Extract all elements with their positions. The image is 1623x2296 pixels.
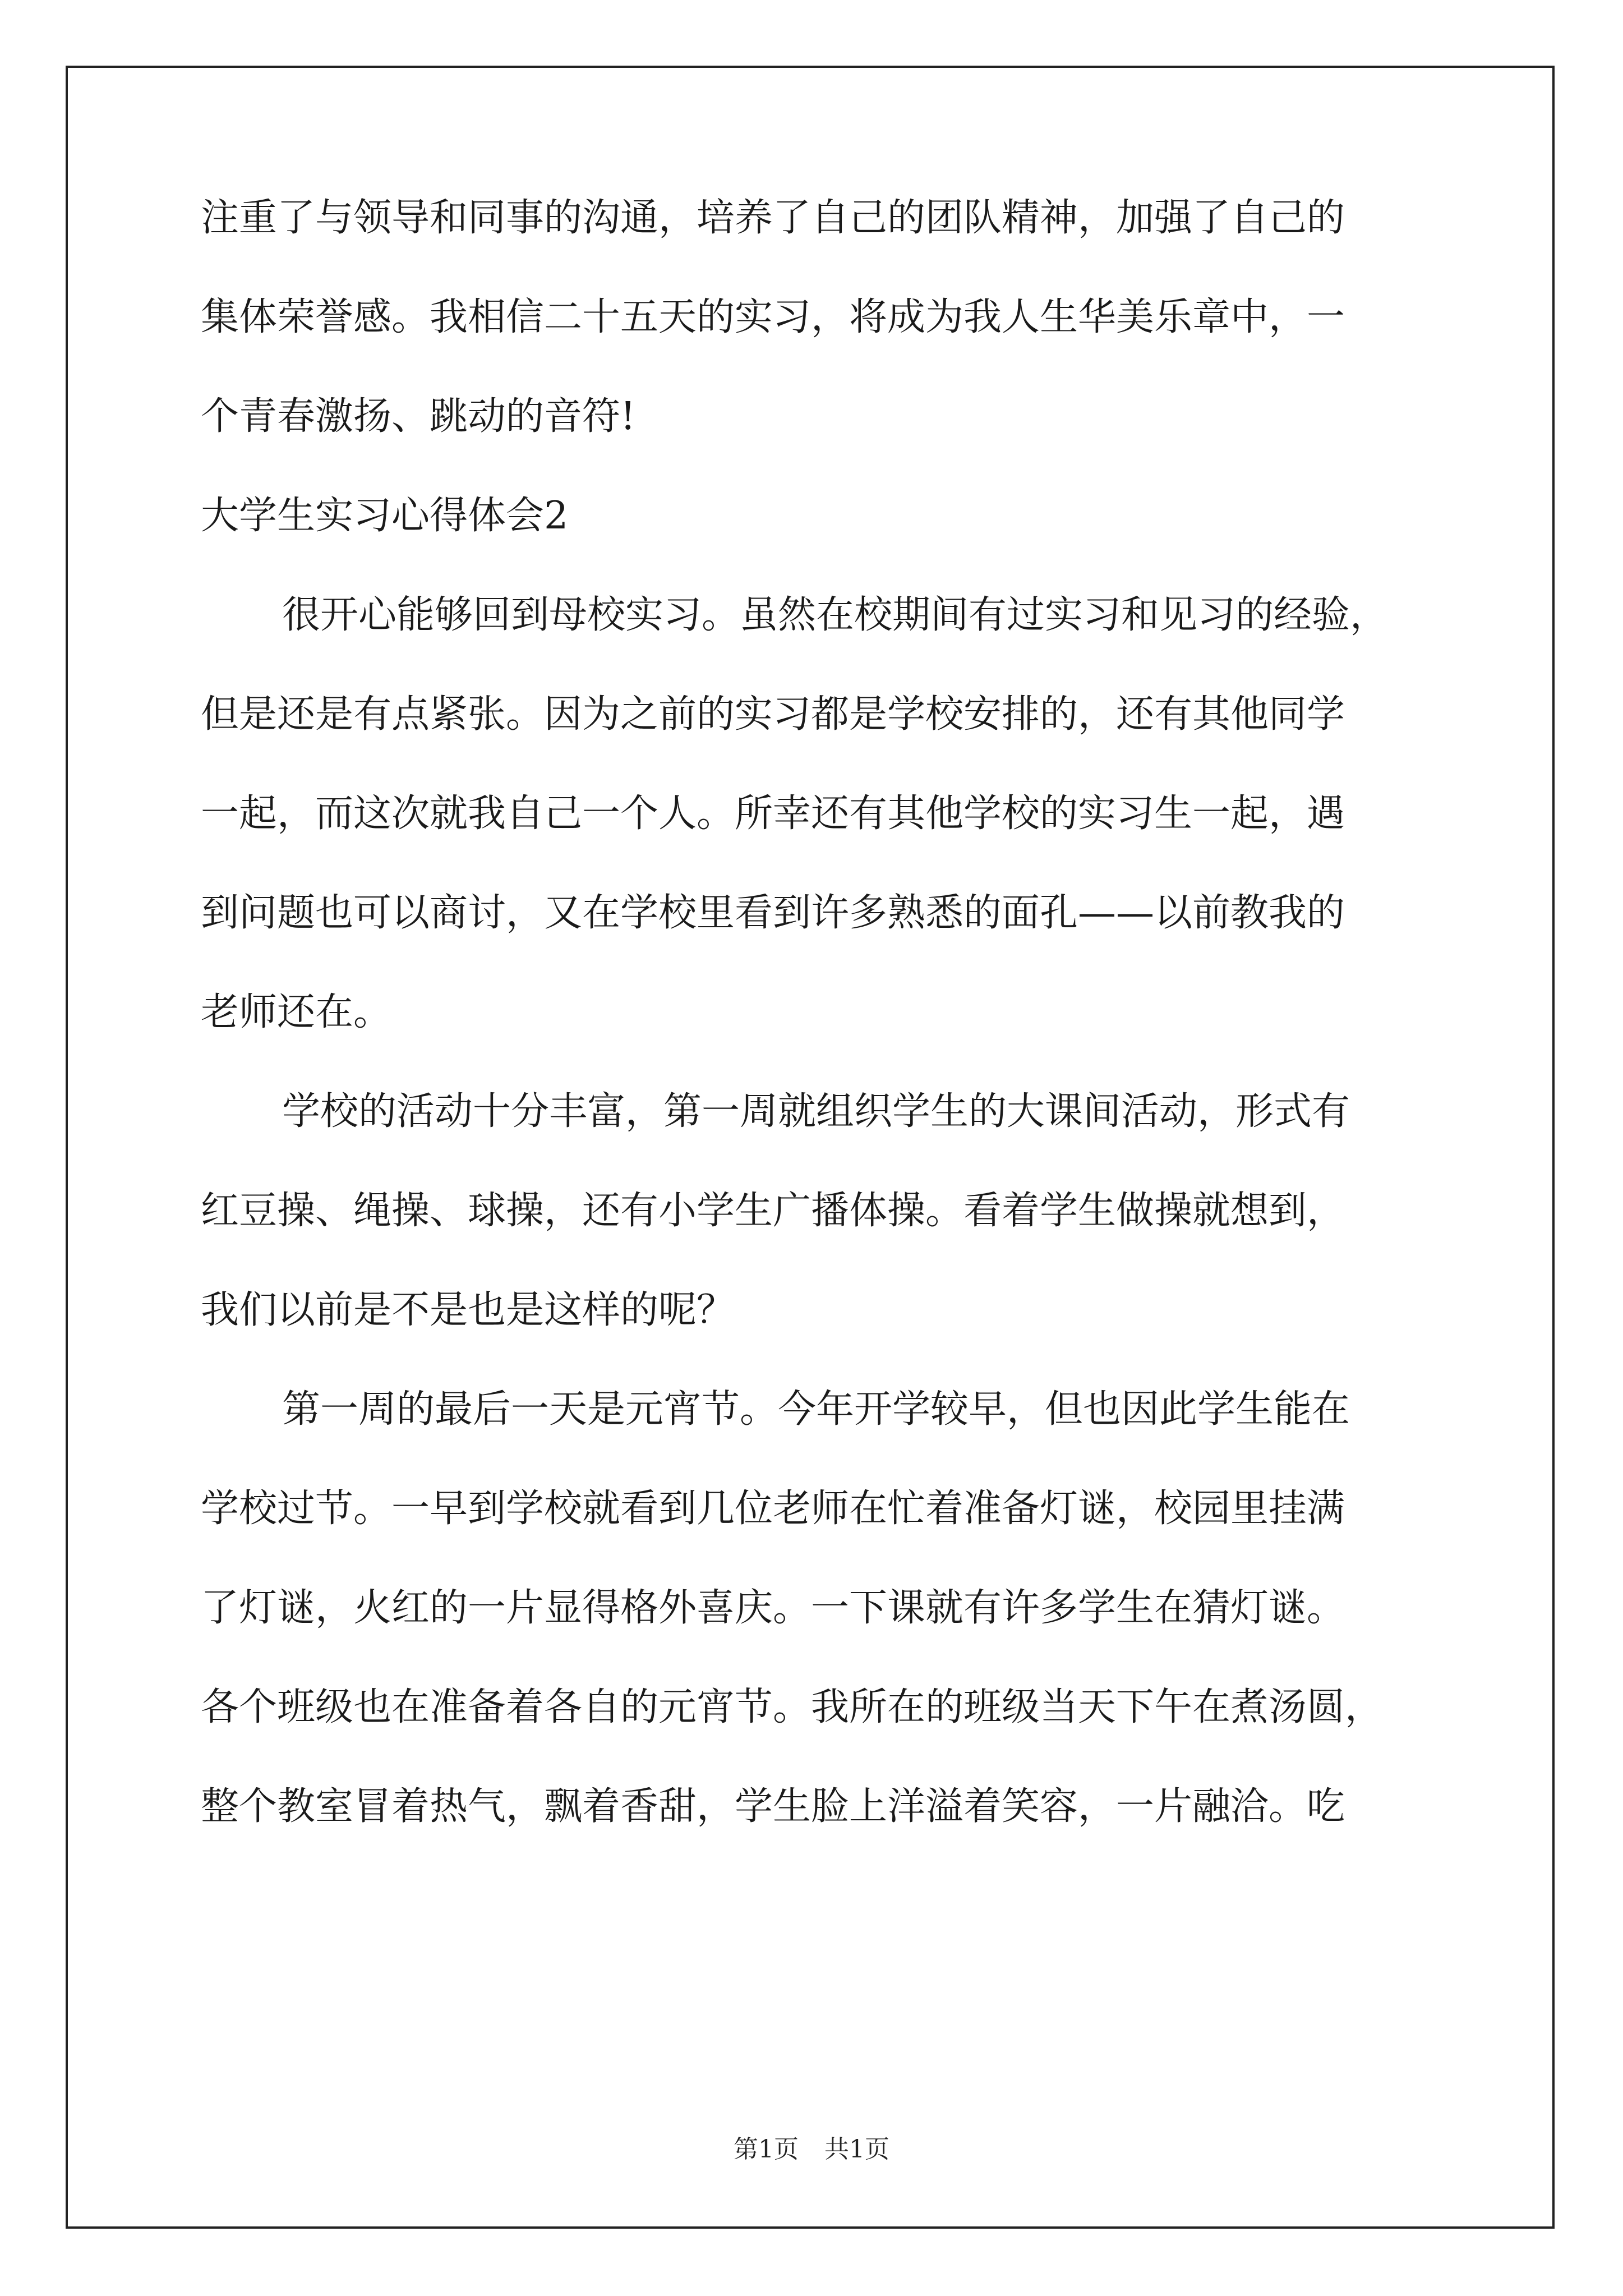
document-body: [201, 168, 1435, 1856]
text-line: 了灯谜，火红的一片显得格外喜庆。一下课就有许多学生在猜灯谜。: [201, 1586, 1345, 1630]
page-total: 共1页: [824, 2135, 889, 2164]
text-line: 红豆操、绳操、球操，还有小学生广播体操。看着学生做操就想到，: [201, 1189, 1345, 1233]
text-line: 我们以前是不是也是这样的呢？: [201, 1288, 735, 1332]
text-line: 个青春激扬、跳动的音符!: [201, 394, 636, 439]
page-number: 第1页: [734, 2135, 799, 2164]
text-line: 整个教室冒着热气，飘着香甜，学生脸上洋溢着笑容，一片融洽。吃: [201, 1784, 1345, 1829]
text-line: 集体荣誉感。我相信二十五天的实习，将成为我人生华美乐章中，一: [201, 295, 1345, 339]
text-line: 学校的活动十分丰富，第一周就组织学生的大课间活动，形式有: [282, 1089, 1350, 1134]
text-line: 各个班级也在准备着各自的元宵节。我所在的班级当天下午在煮汤圆，: [201, 1685, 1384, 1729]
section-heading: 大学生实习心得体会2: [201, 494, 569, 538]
text-line: 注重了与领导和同事的沟通，培养了自己的团队精神，加强了自己的: [201, 196, 1345, 240]
text-line: 第一周的最后一天是元宵节。今年开学较早，但也因此学生能在: [282, 1387, 1350, 1432]
text-line: 很开心能够回到母校实习。虽然在校期间有过实习和见习的经验，: [282, 593, 1389, 637]
page-footer: [0, 2129, 1623, 2165]
text-line: 到问题也可以商讨，又在学校里看到许多熟悉的面孔——以前教我的: [201, 891, 1345, 935]
text-line: 老师还在。: [201, 990, 392, 1034]
text-line: 学校过节。一早到学校就看到几位老师在忙着准备灯谜，校园里挂满: [201, 1487, 1345, 1531]
text-line: 但是还是有点紧张。因为之前的实习都是学校安排的，还有其他同学: [201, 692, 1345, 737]
text-line: 一起，而这次就我自己一个人。所幸还有其他学校的实习生一起，遇: [201, 792, 1345, 836]
